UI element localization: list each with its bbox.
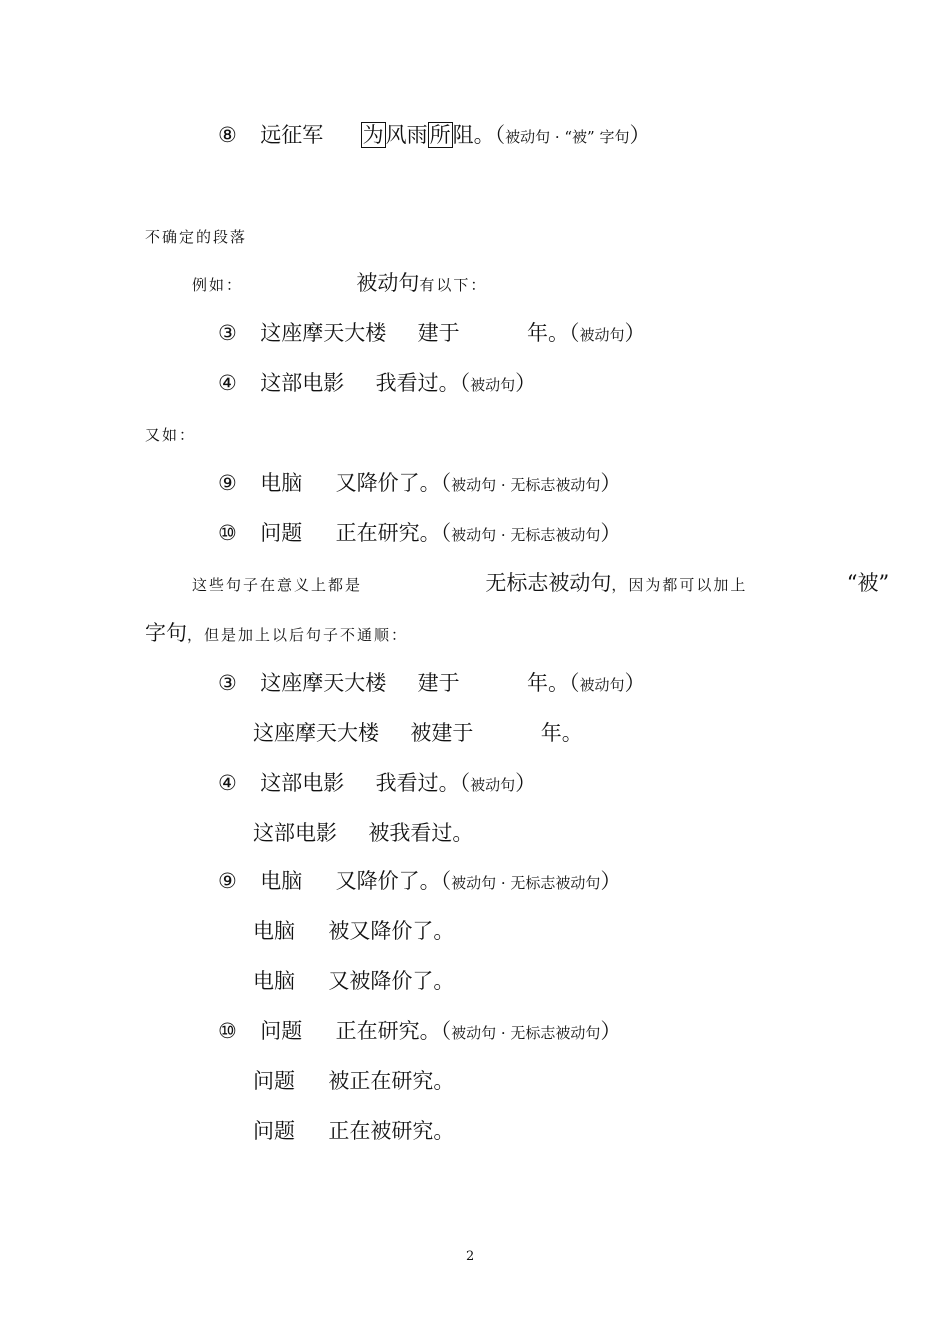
text-part: ，但是加上以后句子不通顺：	[187, 626, 409, 644]
sentence-part: 建于	[417, 671, 460, 695]
variant-line	[253, 1066, 454, 1096]
variant-line	[253, 818, 473, 848]
sentence-part: 我看过。	[375, 371, 460, 395]
sentence-part: 我看过。	[375, 771, 460, 795]
example-9-line: ⑨ 电脑 又降价了。（被动句 · 无标志被动句）	[218, 869, 622, 893]
item-number: ④	[218, 371, 237, 395]
annotation: 被动句 · 无标志被动句	[451, 874, 601, 892]
variant-line	[253, 966, 454, 996]
annotation: 被动句	[470, 776, 516, 794]
item-number: ③	[218, 321, 237, 345]
sentence-part: 建于	[417, 321, 460, 345]
item-number: ⑩	[218, 521, 237, 545]
sentence-part: 正在研究。	[335, 1019, 441, 1043]
sentence-part: 这座摩天大楼	[253, 721, 379, 745]
annotation: 被动句 · “被” 字句	[505, 128, 630, 146]
item-number: ④	[218, 771, 237, 795]
example-10-line: ⑩ 问题 正在研究。（被动句 · 无标志被动句）	[218, 521, 622, 545]
sentence-part: 被正在研究。	[328, 1069, 455, 1093]
sentence-part: 电脑	[253, 969, 295, 993]
section-heading: 不确定的段落	[145, 228, 248, 246]
item-number: ⑩	[218, 1019, 237, 1043]
sentence-part: 电脑	[253, 919, 295, 943]
paragraph-line	[192, 568, 889, 600]
variant-line	[253, 1116, 454, 1146]
sentence-part: 这座摩天大楼	[260, 671, 387, 695]
sentence-part: 风雨	[385, 123, 428, 147]
item-number: ⑧	[218, 123, 237, 147]
text-part: 无标志被动句	[485, 571, 612, 595]
sentence-part: 这部电影	[260, 371, 345, 395]
example-4-line: ④ 这部电影 我看过。（被动句）	[218, 771, 537, 795]
paragraph-line	[145, 618, 408, 650]
sentence-part: 又降价了。	[335, 869, 441, 893]
text-part: 这些句子在意义上都是	[192, 576, 363, 594]
boxed-character: 所	[429, 123, 451, 147]
sentence-part: 被建于	[410, 721, 474, 745]
example-10-line: ⑩ 问题 正在研究。（被动句 · 无标志被动句）	[218, 1019, 622, 1043]
sentence-part: 这座摩天大楼	[260, 321, 387, 345]
text-part: ，因为都可以加上	[611, 576, 748, 594]
variant-line	[253, 916, 454, 946]
sentence-part: 正在研究。	[335, 521, 441, 545]
sentence-part: 远征军	[260, 123, 324, 147]
sentence-part: 这部电影	[253, 821, 337, 845]
sentence-part: 被又降价了。	[328, 919, 455, 943]
annotation: 被动句 · 无标志被动句	[451, 526, 601, 544]
boxed-character: 为	[362, 123, 384, 147]
sentence-part: 又被降价了。	[328, 969, 455, 993]
example-4-line: ④ 这部电影 我看过。（被动句）	[218, 371, 537, 395]
sentence-part: 正在被研究。	[328, 1119, 455, 1143]
sentence-part: 阻。	[452, 123, 495, 147]
page-number: 2	[466, 1249, 475, 1264]
sentence-part: 年。	[526, 671, 569, 695]
annotation: 被动句 · 无标志被动句	[451, 476, 601, 494]
example-8-line: ⑧ 远征军 为风雨所阻。（被动句 · “被” 字句）	[218, 123, 651, 147]
annotation: 被动句 · 无标志被动句	[451, 1024, 601, 1042]
sentence-part: 年。	[526, 321, 569, 345]
item-number: ⑨	[218, 471, 237, 495]
sentence-part: 年。	[540, 721, 583, 745]
sentence-part: 又降价了。	[335, 471, 441, 495]
text-part: 字句	[145, 621, 187, 645]
sentence-part: 电脑	[260, 471, 303, 495]
annotation: 被动句	[470, 376, 516, 394]
item-number: ③	[218, 671, 237, 695]
example-3-line: ③ 这座摩天大楼 建于 年。（被动句）	[218, 321, 646, 345]
annotation: 被动句	[579, 326, 625, 344]
text-part: 被动句	[356, 271, 420, 295]
sentence-part: 电脑	[260, 869, 303, 893]
example-3-line: ③ 这座摩天大楼 建于 年。（被动句）	[218, 671, 646, 695]
sentence-part: 问题	[253, 1119, 295, 1143]
example-9-line: ⑨ 电脑 又降价了。（被动句 · 无标志被动句）	[218, 471, 622, 495]
sentence-part: 这部电影	[260, 771, 345, 795]
paragraph-line	[192, 268, 487, 300]
sentence-part: 问题	[260, 521, 303, 545]
text-part: “被”	[846, 571, 890, 595]
sentence-part: 问题	[260, 1019, 303, 1043]
text-part: 有以下：	[419, 276, 488, 294]
text-part: 例如：	[192, 276, 244, 294]
section-heading: 又如：	[145, 426, 197, 444]
item-number: ⑨	[218, 869, 237, 893]
sentence-part: 问题	[253, 1069, 295, 1093]
annotation: 被动句	[579, 676, 625, 694]
sentence-part: 被我看过。	[368, 821, 474, 845]
variant-line	[253, 718, 583, 748]
